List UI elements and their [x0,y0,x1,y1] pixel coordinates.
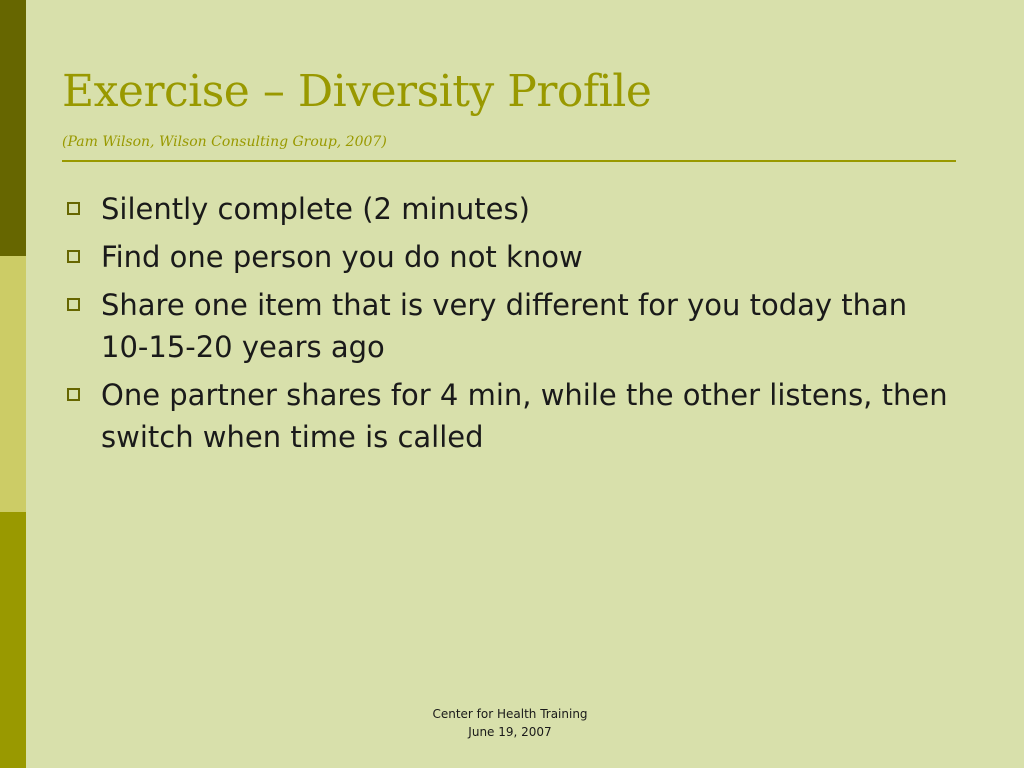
hollow-square-bullet-icon [67,202,80,215]
slide-title: Exercise – Diversity Profile [62,66,652,117]
bullet-text: Find one person you do not know [101,240,583,274]
footer-date: June 19, 2007 [468,725,552,739]
bullet-item [62,284,962,368]
slide-footer [380,705,640,741]
bullet-item [62,188,962,230]
sidebar-top-segment [0,0,26,256]
title-divider [62,160,956,162]
sidebar-middle-segment [0,256,26,512]
sidebar-color-bar [0,0,26,768]
footer-organization: Center for Health Training [432,707,588,721]
hollow-square-bullet-icon [67,250,80,263]
hollow-square-bullet-icon [67,298,80,311]
bullet-item [62,374,962,458]
sidebar-bottom-segment [0,512,26,768]
bullet-text: Share one item that is very different for you today than 10-15-20 years ago [101,288,908,364]
hollow-square-bullet-icon [67,388,80,401]
bullet-item [62,236,962,278]
bullet-text: One partner shares for 4 min, while the other listens, then switch when time is called [101,378,948,454]
slide-subtitle: (Pam Wilson, Wilson Consulting Group, 2007) [62,134,387,150]
bullet-text: Silently complete (2 minutes) [101,192,530,226]
bullet-list [62,188,962,464]
